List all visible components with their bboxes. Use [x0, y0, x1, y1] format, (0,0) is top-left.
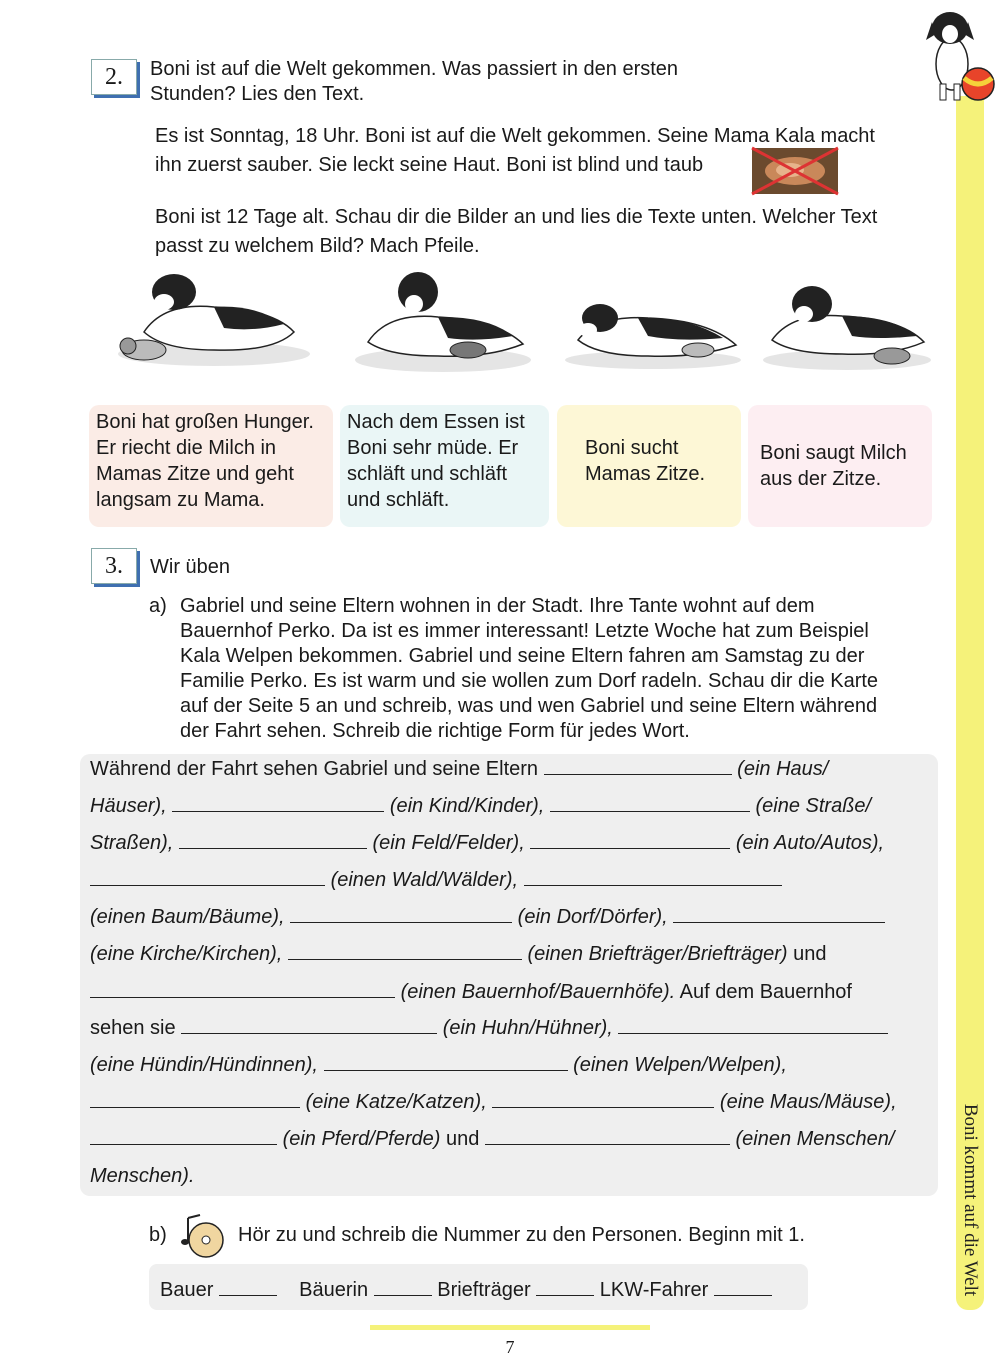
ex-hint: (eine Katze/Katzen), [305, 1091, 487, 1113]
para-1-line-2: ihn zuerst sauber. Sie leckt seine Haut. Boni ist blind und taub [155, 154, 704, 176]
task-3a-label: a) [149, 595, 167, 617]
answer-blank[interactable] [219, 1281, 277, 1296]
answer-blank[interactable] [172, 797, 384, 812]
answer-blank[interactable] [536, 1281, 594, 1296]
ex-hint: (einen Briefträger/Briefträger) [527, 943, 788, 965]
dog-picture-1 [104, 262, 314, 377]
ex-text: Auf dem Bauernhof [679, 981, 852, 1003]
answer-blank[interactable] [179, 834, 367, 849]
ex-hint: (eine Maus/Mäuse), [719, 1091, 897, 1113]
task-3b-text: Hör zu und schreib die Nummer zu den Personen. Beginn mit 1. [238, 1224, 805, 1246]
task-2-paragraph-2 [155, 203, 877, 261]
task-2-heading-line-1: Boni ist auf die Welt gekommen. Was passiert in den ersten [150, 58, 679, 80]
footer-bar [370, 1325, 650, 1330]
ex-text: und [793, 943, 827, 965]
task-2-heading-line-2: Stunden? Lies den Text. [150, 83, 365, 105]
card-3-line: Mamas Zitze. [585, 463, 706, 485]
answer-blank[interactable] [90, 983, 395, 998]
ex-hint: (einen Baum/Bäume), [90, 906, 285, 928]
ex-hint: Straßen), [90, 832, 174, 854]
task-3a-line: Bauernhof Perko. Da ist es immer interessant! Letzte Woche hat zum Beispiel [180, 620, 869, 642]
para-2-line-2: passt zu welchem Bild? Mach Pfeile. [155, 235, 480, 257]
para-2-line-1: Boni ist 12 Tage alt. Schau dir die Bilder an und lies die Texte unten. Welcher Text [155, 206, 878, 228]
audio-cd-icon[interactable] [180, 1212, 228, 1260]
answer-blank[interactable] [492, 1093, 714, 1108]
ex-hint: (ein Kind/Kinder), [389, 795, 545, 817]
card-1[interactable] [89, 405, 333, 527]
task-3a-line: Gabriel und seine Eltern wohnen in der Stadt. Ihre Tante wohnt auf dem [180, 595, 815, 617]
task-2-number: 2. [91, 59, 137, 95]
ex-hint: (eine Hündin/Hündinnen), [90, 1054, 318, 1076]
puppy-ball-illustration [918, 4, 998, 104]
card-2-line: Nach dem Essen ist [347, 411, 525, 433]
ex-hint: (ein Huhn/Hühner), [442, 1017, 613, 1039]
dog-picture-4 [752, 274, 932, 374]
ex-hint: (ein Pferd/Pferde) [282, 1128, 441, 1150]
ex-hint: (einen Bauernhof/Bauernhöfe). [400, 981, 676, 1003]
task-3a-line: der Fahrt sehen. Schreib die richtige Form für jedes Wort. [180, 720, 690, 742]
card-1-line: langsam zu Mama. [96, 489, 265, 511]
side-title: Boni kommt auf die Welt [960, 1103, 981, 1297]
task-3-heading: Wir üben [150, 556, 231, 578]
answer-blank[interactable] [374, 1281, 432, 1296]
task-2-heading [150, 57, 678, 107]
answer-blank[interactable] [290, 908, 512, 923]
ex-hint: Häuser), [90, 795, 167, 817]
card-2-line: Boni sehr müde. Er [347, 437, 519, 459]
dog-picture-3 [558, 290, 743, 370]
person-label: Bauer [160, 1279, 214, 1301]
ex-hint: (eine Kirche/Kirchen), [90, 943, 283, 965]
answer-blank[interactable] [90, 871, 325, 886]
ex-hint: (ein Feld/Felder), [372, 832, 525, 854]
ex-text: Während der Fahrt sehen Gabriel und seine Eltern [90, 758, 539, 780]
card-4[interactable] [748, 405, 932, 527]
card-4-line: aus der Zitze. [760, 468, 882, 490]
ex-hint: (einen Wald/Wälder), [330, 869, 519, 891]
card-3-line: Boni sucht [585, 437, 679, 459]
card-1-line: Er riecht die Milch in [96, 437, 277, 459]
answer-blank[interactable] [288, 945, 522, 960]
answer-blank[interactable] [90, 1130, 277, 1145]
task-3b-label: b) [149, 1224, 167, 1246]
dog-picture-2 [348, 262, 533, 377]
person-label: Briefträger [437, 1279, 531, 1301]
card-3[interactable] [557, 405, 741, 527]
answer-blank[interactable] [90, 1093, 300, 1108]
para-1-line-1: Es ist Sonntag, 18 Uhr. Boni ist auf die Welt gekommen. Seine Mama Kala macht [155, 125, 875, 147]
ex-hint: (ein Dorf/Dörfer), [517, 906, 668, 928]
card-4-line: Boni saugt Milch [760, 442, 907, 464]
card-1-line: Mamas Zitze und geht [96, 463, 294, 485]
answer-blank[interactable] [714, 1281, 772, 1296]
task-3a-line: Familie Perko. Es ist warm und sie wollen zum Dorf radeln. Schau dir die Karte [180, 670, 879, 692]
ex-hint: Menschen). [90, 1165, 195, 1187]
ex-hint: (einen Welpen/Welpen), [573, 1054, 787, 1076]
person-label: LKW-Fahrer [599, 1279, 709, 1301]
ex-hint: (ein Auto/Autos), [735, 832, 885, 854]
ex-hint: (einen Menschen/ [735, 1128, 895, 1150]
answer-blank[interactable] [618, 1019, 888, 1034]
ex-hint: (eine Straße/ [755, 795, 872, 817]
ex-text: und [445, 1128, 480, 1150]
crossed-ear-image [750, 146, 840, 196]
page-number: 7 [505, 1337, 515, 1357]
card-2-line: schläft und schläft [347, 463, 508, 485]
person-label: Bäuerin [299, 1279, 369, 1301]
task-3a-line: Kala Welpen bekommen. Gabriel und seine Eltern fahren am Samstag zu der [180, 645, 865, 667]
card-2[interactable] [340, 405, 549, 527]
card-1-line: Boni hat großen Hunger. [96, 411, 314, 433]
ex-hint: (ein Haus/ [737, 758, 829, 780]
answer-blank[interactable] [530, 834, 730, 849]
card-2-line: und schläft. [347, 489, 450, 511]
answer-blank[interactable] [485, 1130, 730, 1145]
answer-blank[interactable] [524, 871, 782, 886]
answer-blank[interactable] [324, 1056, 568, 1071]
answer-blank[interactable] [550, 797, 750, 812]
task-3a-line: auf der Seite 5 an und schreib, was und wen Gabriel und seine Eltern während [180, 695, 878, 717]
answer-blank[interactable] [544, 760, 732, 775]
task-3a-text [180, 594, 878, 744]
task-3-number: 3. [91, 548, 137, 584]
ex-text: sehen sie [90, 1017, 176, 1039]
answer-blank[interactable] [673, 908, 885, 923]
answer-blank[interactable] [181, 1019, 437, 1034]
